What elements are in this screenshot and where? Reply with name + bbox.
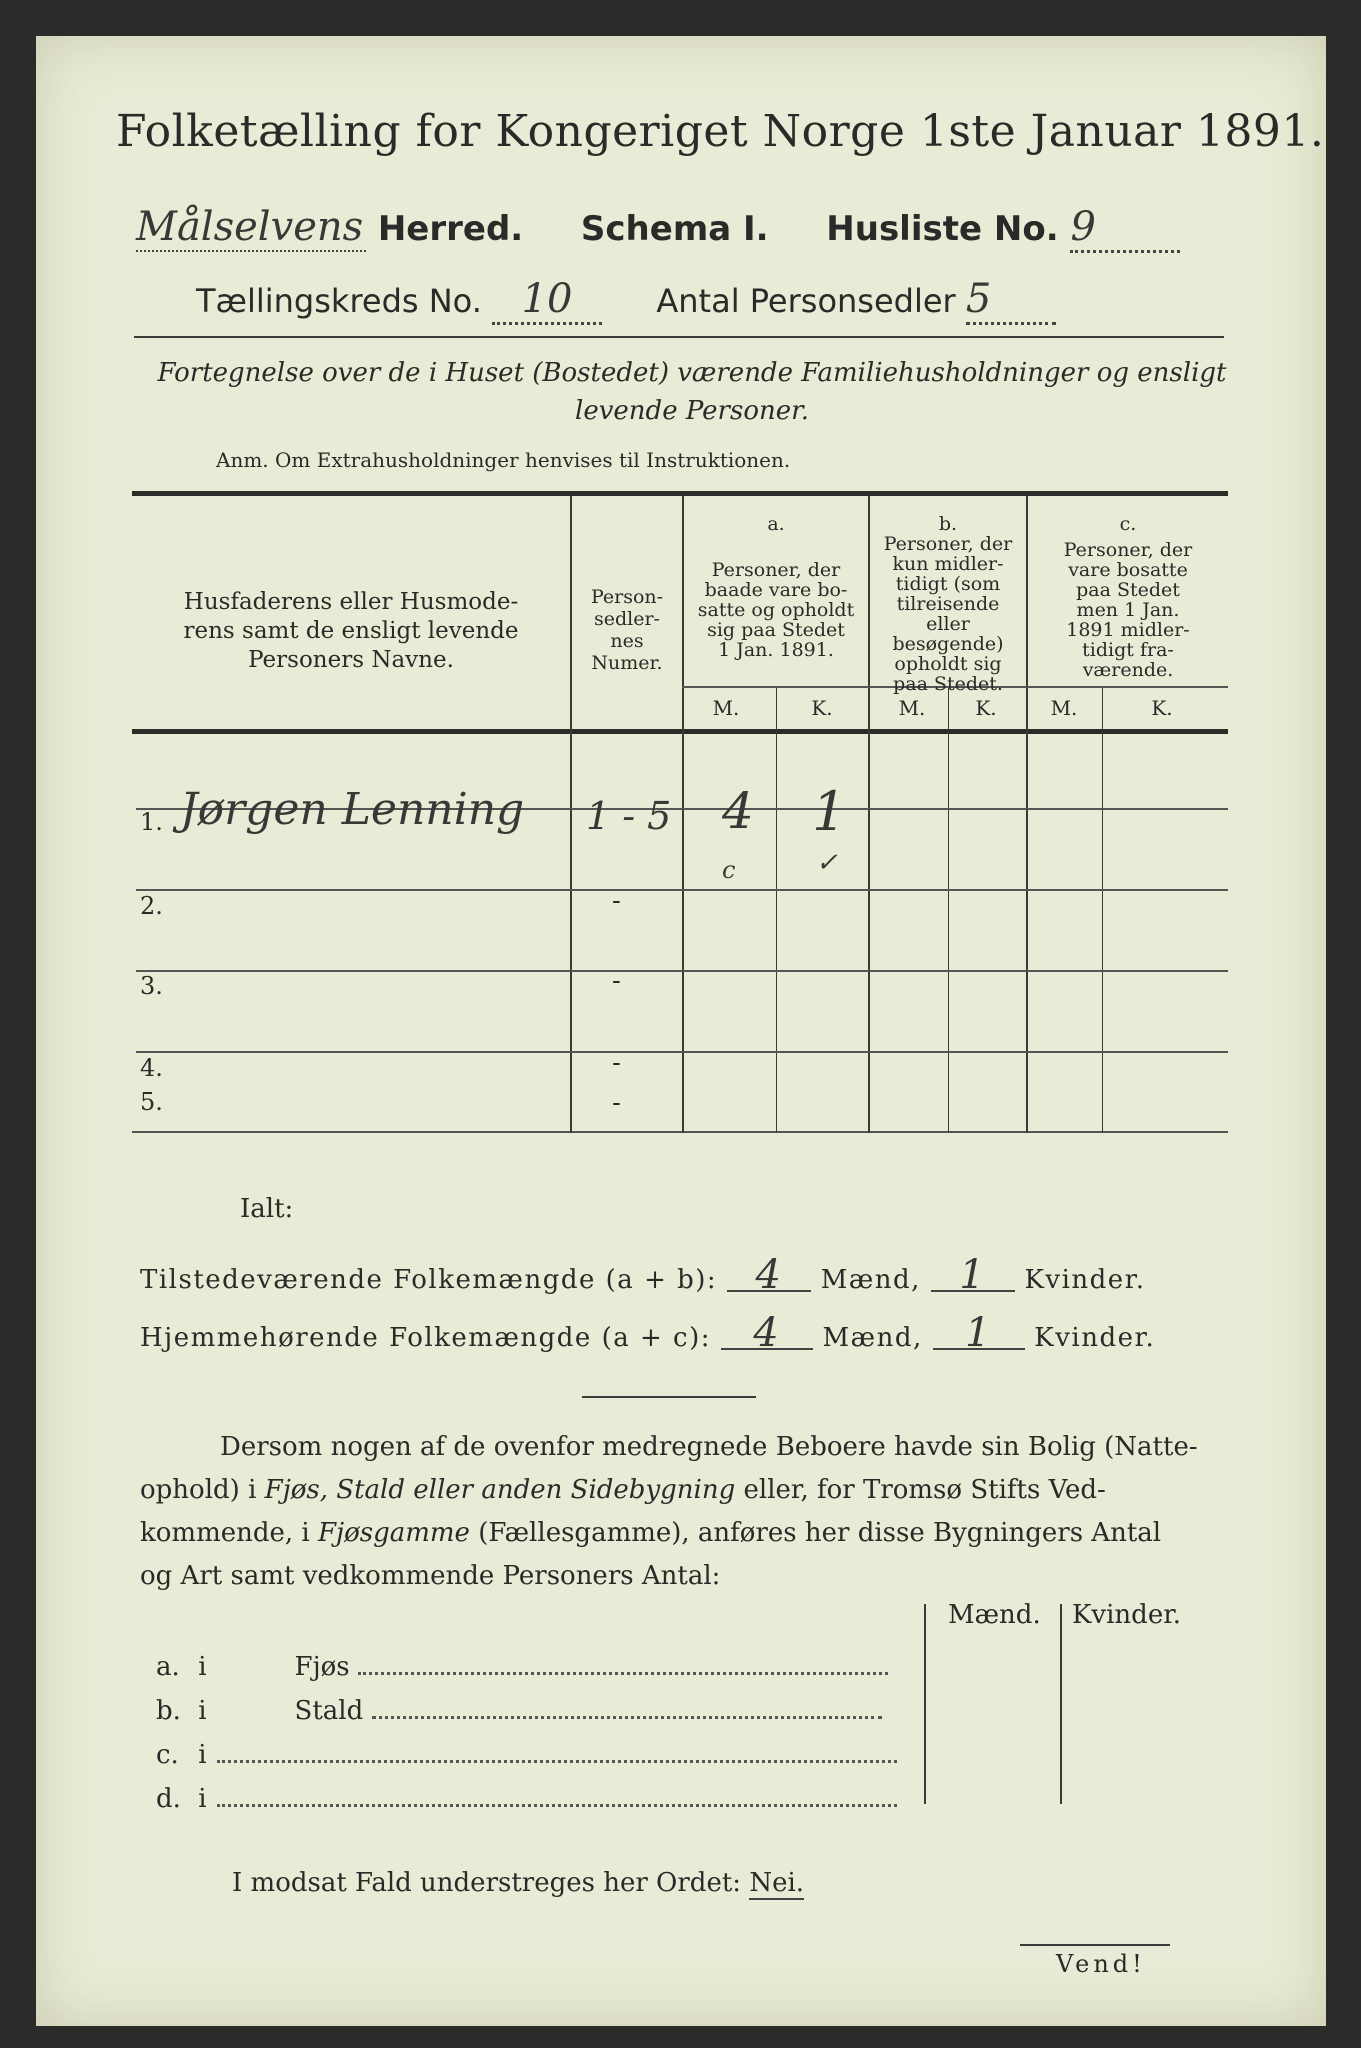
building-letter: c. — [156, 1740, 179, 1770]
para-line: og Art samt vedkommende Personers Antal: — [140, 1561, 721, 1591]
modsat-label: I modsat Fald understreges her Ordet: — [232, 1868, 742, 1898]
para-text: (Fællesgamme), anføres her disse Bygningers Antal — [469, 1518, 1162, 1548]
col-header-a — [684, 514, 868, 660]
col-header-name-line: Husfaderens eller Husmode- — [183, 589, 519, 615]
col-header-b-line: eller — [926, 613, 970, 635]
header-row-kreds — [196, 276, 1056, 325]
row-personsedler: - — [612, 886, 621, 916]
col-header-b-line: tilreisende — [896, 593, 1000, 615]
row-a-k: 1 — [812, 780, 847, 843]
col-b-m-label: M. — [898, 696, 926, 720]
antal-label: Antal Personsedler — [656, 282, 956, 320]
dotted-leader — [358, 1672, 888, 1675]
col-b-k-label: K. — [975, 696, 997, 720]
col-header-a-letter: a. — [767, 513, 785, 535]
kvinder-label: Kvinder. — [1024, 1265, 1146, 1295]
para-text: kommende, i — [140, 1518, 318, 1548]
herred-handwritten: Målselvens — [136, 204, 366, 252]
col-header-c-line: paa Stedet — [1076, 579, 1180, 601]
herred-label: Herred. — [377, 209, 524, 249]
para-text: eller, for Tromsø Stifts Ved- — [735, 1475, 1106, 1505]
col-header-a-line: sig paa Stedet — [707, 619, 845, 641]
col-header-c-line: men 1 Jan. — [1076, 599, 1180, 621]
col-header-b-line: besøgende) — [892, 633, 1004, 655]
para-text-italic: Fjøs, Stald eller anden Sidebygning — [264, 1475, 736, 1505]
col-c-k-label: K. — [1151, 696, 1173, 720]
col-header-b-line: Personer, der — [883, 533, 1013, 555]
building-item — [156, 1696, 882, 1726]
building-letter: d. — [156, 1784, 181, 1814]
row-a-m: 4 — [722, 782, 754, 840]
row-personsedler: - — [612, 966, 621, 996]
col-header-c-line: værende. — [1082, 659, 1174, 681]
table-body — [136, 736, 1228, 1131]
col-header-a-line: 1 Jan. 1891. — [718, 639, 834, 661]
col-header-b — [870, 514, 1026, 694]
col-header-number — [572, 586, 682, 674]
row-number: 4. — [140, 1054, 163, 1082]
census-form-sheet — [36, 36, 1326, 2026]
row-number: 2. — [140, 892, 163, 920]
col-a-k-label: K. — [811, 696, 833, 720]
dotted-leader — [217, 1804, 897, 1807]
total-line-present — [140, 1252, 1146, 1298]
dotted-leader — [217, 1760, 897, 1763]
col-header-c-line: tidigt fra- — [1082, 639, 1174, 661]
building-i: i — [198, 1652, 207, 1682]
table-top-rule — [132, 491, 1228, 496]
header-row-herred — [136, 204, 1180, 253]
col-header-number-line: sedler- — [594, 608, 660, 630]
modsat-line — [232, 1868, 804, 1898]
row-personsedler: - — [612, 1088, 621, 1118]
section-divider — [582, 1396, 756, 1398]
building-i: i — [198, 1784, 207, 1814]
building-item — [156, 1740, 897, 1770]
form-title: Folketælling for Kongeriget Norge 1ste Januar 1891. — [116, 106, 1325, 157]
vend-label: Vend! — [1056, 1950, 1146, 1978]
col-header-c-line: vare bosatte — [1068, 559, 1188, 581]
anm-note: Anm. Om Extrahusholdninger henvises til Instruktionen. — [216, 448, 791, 472]
col-header-b-line: opholdt sig — [894, 653, 1002, 675]
col-header-name-line: rens samt de ensligt levende — [183, 618, 519, 644]
col-header-c — [1028, 514, 1228, 680]
col-divider — [924, 1604, 926, 1804]
buildings-maend-header: Mænd. — [948, 1600, 1041, 1630]
total-resident-kvinder: 1 — [933, 1318, 1025, 1350]
col-header-b-line: tidigt (som — [895, 573, 1001, 595]
row-a-k: ✓ — [816, 848, 838, 878]
intro-line-1: Fortegnelse over de i Huset (Bostedet) værende Familiehusholdninger og ensligt — [157, 358, 1227, 388]
row-number: 3. — [140, 972, 163, 1000]
dotted-leader — [372, 1716, 882, 1719]
total-line-resident — [140, 1310, 1156, 1356]
nei-word: Nei. — [749, 1868, 805, 1898]
building-i: i — [198, 1696, 207, 1726]
intro-text — [132, 354, 1252, 430]
col-header-c-letter: c. — [1119, 513, 1137, 535]
buildings-kvinder-header: Kvinder. — [1072, 1600, 1182, 1630]
para-text: ophold) i — [140, 1475, 265, 1505]
para-line: Dersom nogen af de ovenfor medregnede Beboere havde sin Bolig (Natte- — [220, 1432, 1198, 1462]
kvinder-label: Kvinder. — [1034, 1323, 1156, 1353]
building-item — [156, 1652, 888, 1682]
row-a-m: c — [722, 856, 736, 884]
kreds-handwritten: 10 — [492, 276, 602, 325]
total-present-kvinder: 1 — [931, 1260, 1015, 1292]
col-header-number-line: nes — [610, 630, 644, 652]
husliste-label: Husliste No. — [826, 209, 1059, 249]
para-text-italic: Fjøsgamme — [318, 1518, 470, 1548]
col-header-name — [136, 588, 566, 675]
building-letter: b. — [156, 1696, 181, 1726]
col-a-m-label: M. — [712, 696, 740, 720]
col-header-c-line: Personer, der — [1063, 539, 1193, 561]
schema-label: Schema I. — [580, 209, 769, 249]
husliste-handwritten: 9 — [1070, 204, 1180, 253]
col-header-name-line: Personers Navne. — [248, 647, 454, 673]
building-label: Stald — [294, 1696, 364, 1726]
building-item — [156, 1784, 897, 1814]
para-line — [140, 1512, 1230, 1555]
row-number: 1. — [140, 808, 163, 836]
col-header-a-line: Personer, der — [711, 559, 841, 581]
col-header-a-line: satte og opholdt — [697, 599, 855, 621]
maend-label: Mænd, — [820, 1265, 921, 1295]
building-label: Fjøs — [294, 1652, 350, 1682]
maend-label: Mænd, — [822, 1323, 923, 1353]
para-line — [140, 1469, 1230, 1512]
col-header-number-line: Numer. — [591, 652, 663, 674]
col-header-b-line: kun midler- — [892, 553, 1004, 575]
intro-line-2: levende Personer. — [575, 396, 809, 426]
col-header-b-letter: b. — [938, 513, 958, 535]
total-present-maend: 4 — [727, 1260, 811, 1292]
row-name: Jørgen Lenning — [180, 784, 525, 835]
total-resident-maend: 4 — [721, 1318, 813, 1350]
kreds-label: Tællingskreds No. — [196, 282, 482, 320]
col-header-number-line: Person- — [590, 586, 664, 608]
table-header-rule — [132, 729, 1228, 734]
antal-handwritten: 5 — [966, 276, 1056, 325]
row-personsedler: 1 - 5 — [586, 794, 672, 838]
row-number: 5. — [140, 1088, 163, 1116]
col-header-b-line: paa Stedet. — [893, 673, 1003, 695]
col-divider — [1060, 1604, 1062, 1804]
header-rule — [134, 336, 1224, 338]
outbuilding-instructions — [140, 1426, 1230, 1598]
col-header-a-line: baade vare bo- — [704, 579, 848, 601]
total-resident-label: Hjemmehørende Folkemængde (a + c): — [140, 1323, 711, 1353]
table-bottom-rule — [132, 1131, 1228, 1133]
building-letter: a. — [156, 1652, 180, 1682]
vend-rule — [1020, 1944, 1170, 1946]
ialt-label: Ialt: — [240, 1194, 294, 1224]
col-header-c-line: 1891 midler- — [1066, 619, 1190, 641]
row-personsedler: - — [612, 1048, 621, 1078]
total-present-label: Tilstedeværende Folkemængde (a + b): — [140, 1265, 718, 1295]
building-i: i — [198, 1740, 207, 1770]
col-c-m-label: M. — [1050, 696, 1078, 720]
